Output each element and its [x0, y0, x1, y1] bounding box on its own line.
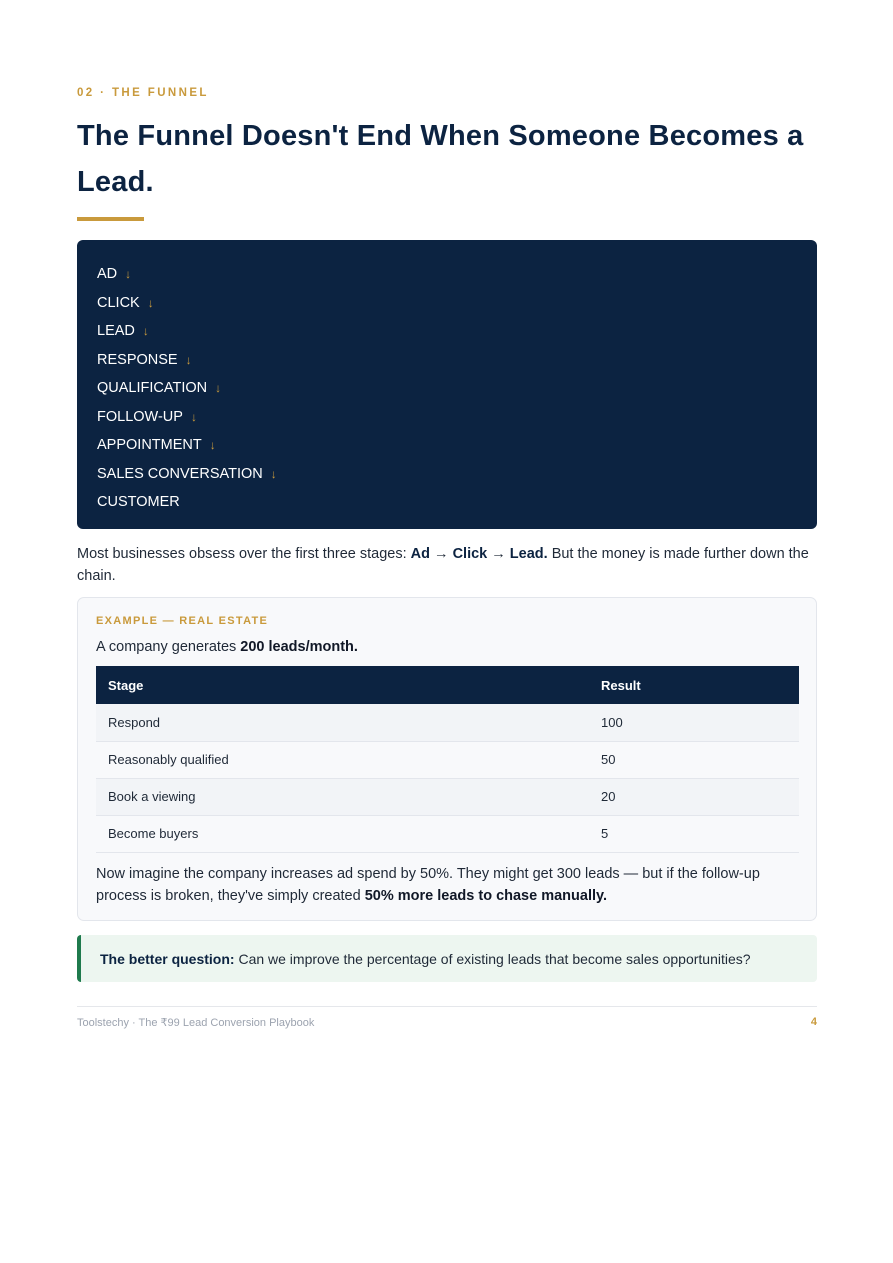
footer-divider: [77, 1006, 817, 1007]
arrow-down-icon: ↓: [270, 466, 277, 481]
funnel-step-appointment: [97, 431, 817, 460]
example-lead: [96, 637, 358, 657]
funnel-step-label: SALES CONVERSATION: [97, 465, 263, 482]
funnel-step-label: CLICK: [97, 294, 140, 311]
funnel-diagram: [77, 240, 817, 529]
table-row: [96, 815, 799, 852]
intro-separator: →: [430, 546, 453, 562]
arrow-down-icon: ↓: [185, 352, 192, 367]
intro-stage-click: Click: [452, 546, 488, 562]
table-cell-result: 50: [589, 741, 799, 778]
table-row: [96, 704, 799, 741]
better-question-callout: [77, 935, 817, 982]
funnel-step-label: CUSTOMER: [97, 494, 180, 510]
example-lead-prefix: A company generates: [96, 639, 241, 655]
arrow-down-icon: ↓: [147, 295, 154, 310]
arrow-down-icon: ↓: [142, 324, 149, 338]
funnel-step-follow-up: [97, 403, 817, 432]
footer-text: Toolstechy · The ₹99 Lead Conversion Playbook: [77, 1017, 315, 1029]
funnel-step-label: FOLLOW-UP: [97, 408, 183, 425]
funnel-step-lead: [97, 317, 817, 346]
example-card: [77, 597, 817, 921]
funnel-step-label: RESPONSE: [97, 351, 178, 368]
example-outro: [96, 863, 799, 907]
example-outro-bold: 50% more leads to chase manually.: [364, 888, 608, 904]
intro-suffix: But the money is made further down the chain.: [77, 546, 809, 584]
table-cell-stage: Reasonably qualified: [96, 741, 589, 778]
funnel-step-qualification: [97, 374, 817, 403]
page-title: The Funnel Doesn't End When Someone Becomes a Lead.: [77, 120, 804, 198]
table-cell-result: 100: [589, 704, 799, 741]
table-row: [96, 741, 799, 778]
callout-bold: The better question:: [100, 951, 235, 967]
table-cell-stage: Respond: [96, 704, 589, 741]
table-cell-result: 5: [589, 815, 799, 852]
funnel-step-sales-conversation: [97, 460, 817, 489]
arrow-down-icon: ↓: [190, 409, 197, 424]
funnel-step-ad: [97, 260, 817, 289]
example-label: EXAMPLE — REAL ESTATE: [96, 615, 269, 627]
section-label: 02 · THE FUNNEL: [77, 87, 209, 99]
table-row: [96, 778, 799, 815]
intro-prefix: Most businesses obsess over the first three stages:: [77, 546, 411, 562]
funnel-step-label: AD: [97, 266, 118, 282]
intro-paragraph: [77, 543, 817, 587]
title-underline: [77, 217, 144, 221]
results-table: [96, 666, 799, 853]
page-number: 4: [810, 1016, 817, 1028]
arrow-down-icon: ↓: [209, 438, 216, 452]
intro-stage-lead: Lead.: [509, 546, 548, 562]
funnel-step-label: LEAD: [97, 323, 135, 339]
table-cell-stage: Book a viewing: [96, 778, 589, 815]
table-cell-stage: Become buyers: [96, 815, 589, 852]
example-lead-bold: 200 leads/month.: [240, 639, 358, 655]
example-outro-text: Now imagine the company increases ad spend by 50%. They might get 300 leads — but if the follow-up process is broken, they've simply created: [96, 866, 760, 904]
callout-text: Can we improve the percentage of existing leads that become sales opportunities?: [234, 951, 751, 967]
table-header-result: Result: [589, 666, 799, 704]
funnel-step-label: QUALIFICATION: [97, 380, 208, 396]
intro-separator: →: [487, 546, 510, 562]
funnel-step-click: [97, 289, 817, 318]
intro-stage-ad: Ad: [410, 546, 430, 562]
table-cell-result: 20: [589, 778, 799, 815]
funnel-step-label: APPOINTMENT: [97, 437, 202, 453]
table-header-row: [96, 666, 799, 704]
arrow-down-icon: ↓: [125, 267, 132, 281]
table-header-stage: Stage: [96, 666, 589, 704]
funnel-step-customer: [97, 488, 817, 517]
funnel-step-response: [97, 346, 817, 375]
arrow-down-icon: ↓: [215, 381, 222, 395]
